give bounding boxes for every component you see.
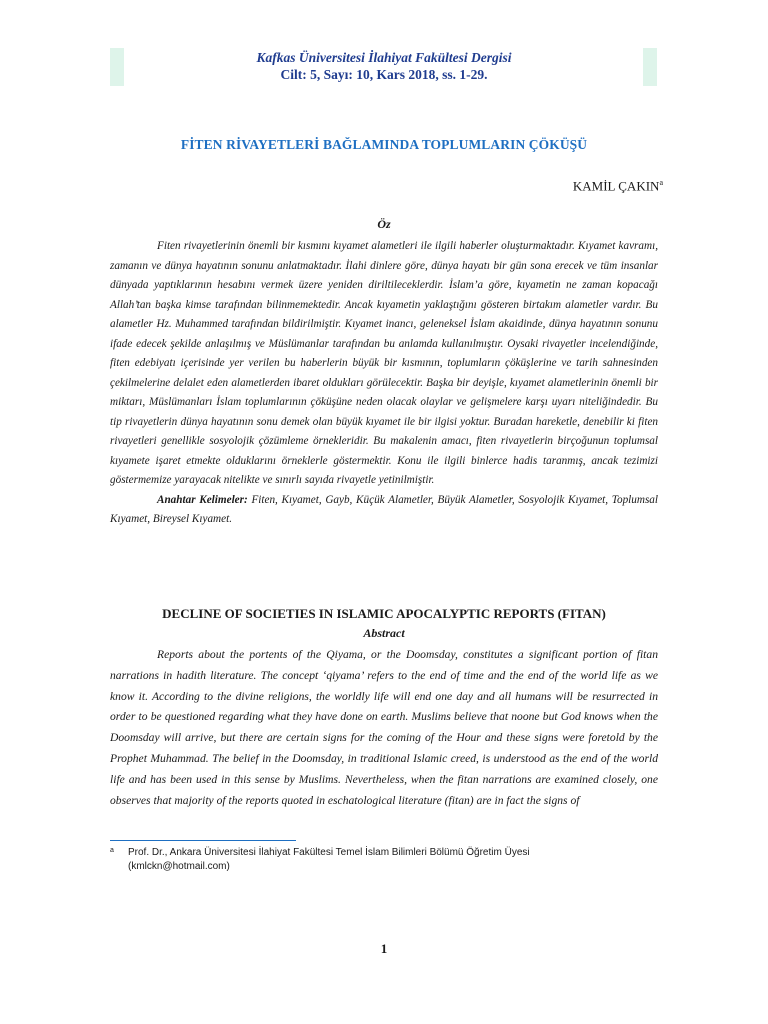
article-title-en: DECLINE OF SOCIETIES IN ISLAMIC APOCALYPTIC REPORTS (FITAN) xyxy=(162,606,606,621)
abstract-paragraph: Reports about the portents of the Qiyama, or the Doomsday, constitutes a significant portion of fitan narrations in hadith literature. The concept ‘qiyama’ refers to the end of time and the end of the world life as we know it. According to the divine religions, the worldly life will end one day and all humans will be resurrected in order to be questioned regarding what they have done on earth. Muslims believe that noone but God knows when the Doomsday will arrive, but there are certain signs for the coming of the Hour and these signs were foretold by the Prophet Muhammad. The belief in the Doomsday, in traditional Islamic creed, is understood as the end of the world life and has been used in this sense by Muslims. Nevertheless, when the fitan narrations are examined closely, one observes that majority of the reports quoted in eschatological literature (fitan) are in fact the signs of xyxy=(110,648,658,807)
abstract-heading: Abstract xyxy=(363,626,405,640)
footnote-email: (kmlckn@hotmail.com) xyxy=(128,861,230,872)
oz-heading: Öz xyxy=(377,217,391,231)
article-title-tr: FİTEN RİVAYETLERİ BAĞLAMINDA TOPLUMLARIN ÇÖKÜŞÜ xyxy=(180,137,588,152)
keywords-label: Anahtar Kelimeler: xyxy=(157,493,248,506)
keywords-text: Fiten, Kıyamet, Gayb, Küçük Alametler, Büyük Alametler, Sosyolojik Kıyamet, Toplumsal Kıyamet, Bireysel Kıyamet. xyxy=(110,493,658,525)
abstract-section xyxy=(110,645,658,823)
footnote-affiliation: Prof. Dr., Ankara Üniversitesi İlahiyat Fakültesi Temel İslam Bilimleri Bölümü Öğretim Üyesi xyxy=(128,847,530,858)
journal-header xyxy=(0,49,768,83)
author-footnote-mark: a xyxy=(659,178,663,187)
oz-section xyxy=(110,237,658,530)
oz-paragraph: Fiten rivayetlerinin önemli bir kısmını kıyamet alametleri ile ilgili haberler oluşturmaktadır. Kıyamet kavramı, zamanın ve dünya hayatının sonunu anlatmaktadır. İlahi dinlere göre, dünya hayatı bir gün sona erecek ve tüm insanlar dünyada yaptıklarının hesabını vermek üzere yeniden diriltileceklerdir. İslam’a göre, kıyametin ne zaman kopacağı Allah’tan başka kimse tarafından bilinmemektedir. Ancak kıyametin yaklaştığını gösteren birtakım alametler vardır. Bu alametler Hz. Muhammed tarafından bildirilmiştir. Kıyamet inancı, geleneksel İslam akaidinde, dünya hayatının sonunu ifade edecek şekilde anlaşılmış ve Müslümanlar tarafından bu anlamda kullanılmıştır. Oysaki rivayetler incelendiğinde, fiten edebiyatı içerisinde yer verilen bu haberlerin büyük bir kısmının, toplumların çöküşlerine ve tarih sahnesinden çekilmelerine delalet eden alametlerden ibaret oldukları görülecektir. Başka bir deyişle, kıyamet alametlerinin önemli bir miktarı, Müslümanları İslam toplumlarının çöküşüne neden olacak olaylar ve gelişmelere karşı uyarı niteliğindedir. Bu tip rivayetlerin dünya hayatının sonu demek olan büyük kıyamet ile bir ilgisi yoktur. Buradan hareketle, denebilir ki fiten rivayetleri genellikle sosyolojik çözümleme örnekleridir. Bu makalenin amacı, fiten rivayetlerin birçoğunun toplumsal kıyamete işaret etmekte olduklarını örneklerle göstermektir. Konu ile ilgili binlerce hadis taranmış, ancak tezimizi göstermemize yarayacak nitelikte ve sınırlı sayıda rivayetle yetinilmiştir. xyxy=(110,240,658,486)
issue-info: Cilt: 5, Sayı: 10, Kars 2018, ss. 1-29. xyxy=(280,67,488,82)
keywords-paragraph xyxy=(110,491,658,530)
journal-name: Kafkas Üniversitesi İlahiyat Fakültesi Dergisi xyxy=(256,50,512,65)
author-name xyxy=(573,178,663,194)
page-number: 1 xyxy=(380,941,388,956)
author-name-text: KAMİL ÇAKIN xyxy=(572,178,660,194)
footnote-mark: a xyxy=(110,847,114,854)
footnote-divider xyxy=(110,840,296,841)
footnote xyxy=(110,846,658,874)
